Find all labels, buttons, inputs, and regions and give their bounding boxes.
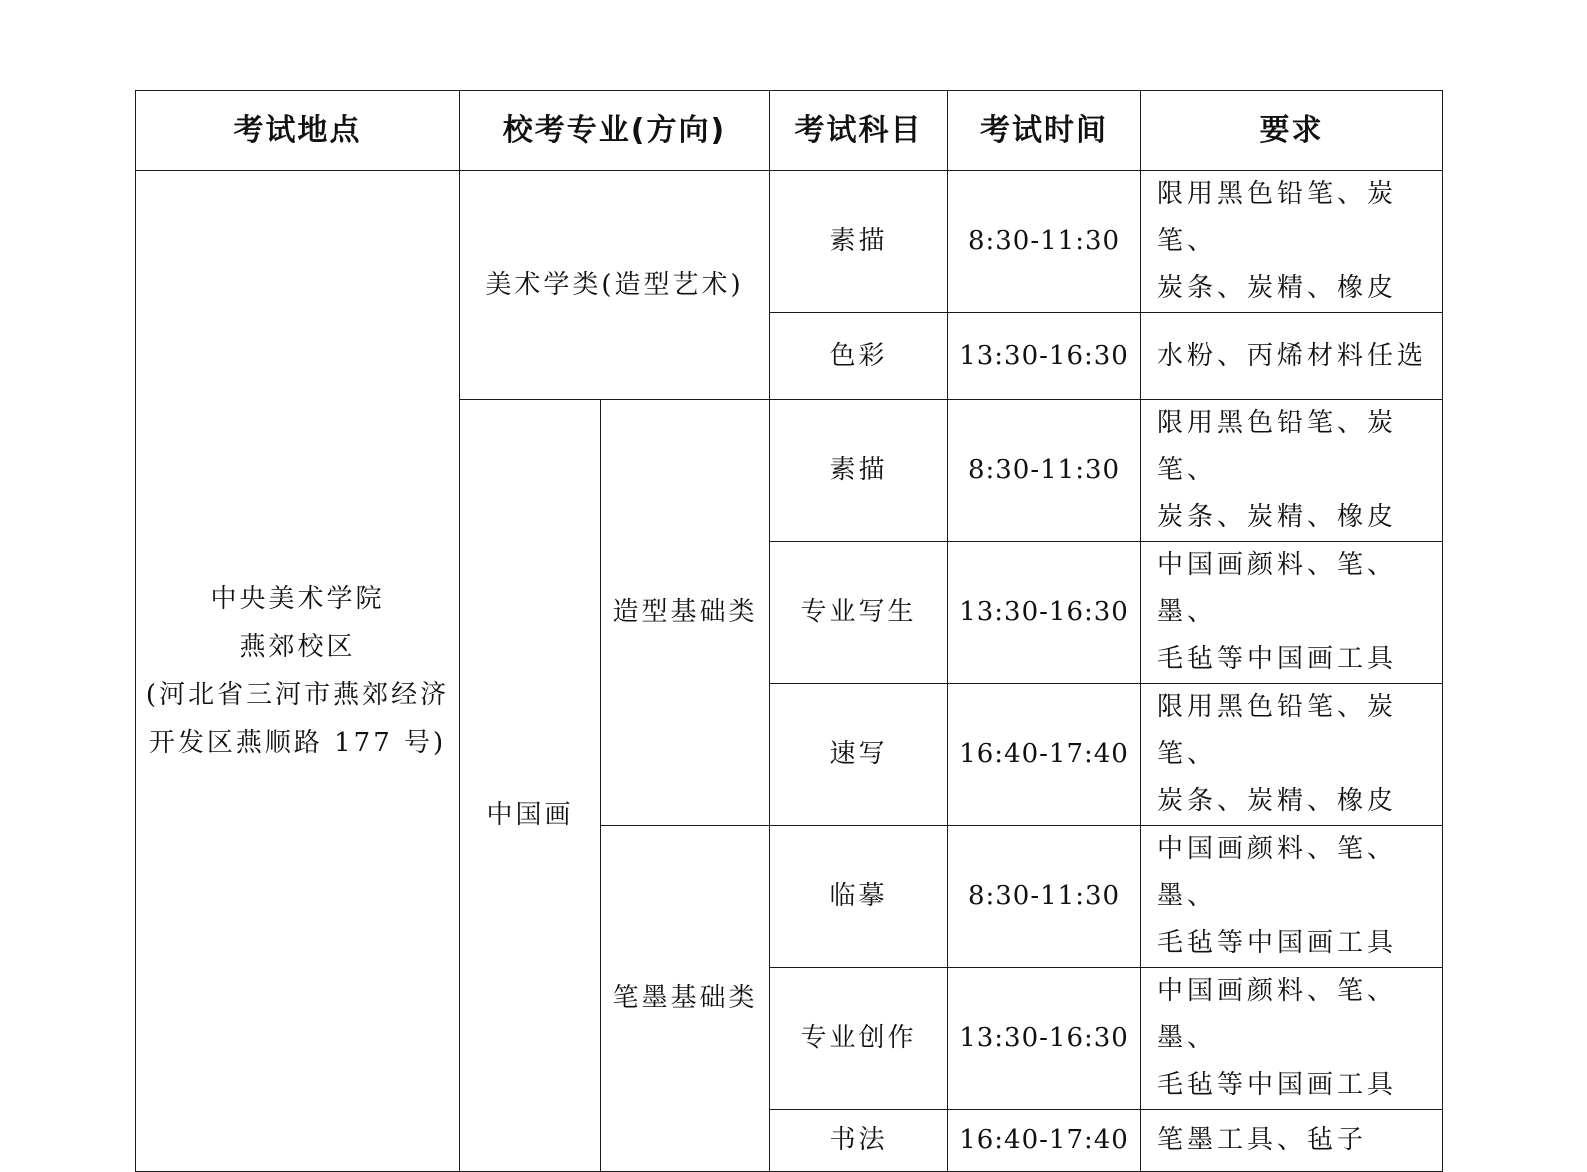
time-cell: 13:30-16:30 — [948, 313, 1141, 400]
subject-cell: 速写 — [770, 684, 948, 826]
requirement-line-1: 限用黑色铅笔、炭笔、 — [1157, 692, 1398, 769]
major-fine-arts: 美术学类(造型艺术) — [460, 171, 770, 400]
requirement-cell — [1141, 826, 1443, 968]
header-location: 考试地点 — [136, 91, 460, 171]
requirement-line-1: 水粉、丙烯材料任选 — [1157, 340, 1428, 371]
time-cell: 16:40-17:40 — [948, 1110, 1141, 1172]
requirement-line-1: 笔墨工具、毡子 — [1157, 1125, 1368, 1155]
requirement-cell — [1141, 968, 1443, 1110]
subject-cell: 临摹 — [770, 826, 948, 968]
requirement-line-2: 毛毡等中国画工具 — [1157, 1070, 1398, 1100]
time-cell: 8:30-11:30 — [948, 171, 1141, 313]
requirement-line-2: 炭条、炭精、橡皮 — [1157, 502, 1398, 532]
time-cell: 16:40-17:40 — [948, 684, 1141, 826]
subject-cell: 素描 — [770, 400, 948, 542]
major-chinese-painting: 中国画 — [460, 400, 601, 1172]
requirement-line-2: 炭条、炭精、橡皮 — [1157, 786, 1398, 816]
requirement-cell — [1141, 400, 1443, 542]
time-cell: 13:30-16:30 — [948, 542, 1141, 684]
location-line-2: 燕郊校区 — [239, 632, 356, 662]
requirement-line-2: 毛毡等中国画工具 — [1157, 928, 1398, 958]
subject-cell: 专业创作 — [770, 968, 948, 1110]
subject-cell: 色彩 — [770, 313, 948, 400]
location-line-1: 中央美术学院 — [210, 584, 385, 614]
requirement-cell — [1141, 313, 1443, 400]
direction-brush-basics: 笔墨基础类 — [601, 826, 770, 1172]
requirement-cell — [1141, 1110, 1443, 1172]
table-row — [136, 171, 1443, 313]
subject-cell: 素描 — [770, 171, 948, 313]
requirement-line-2: 炭条、炭精、橡皮 — [1157, 273, 1398, 303]
requirement-line-1: 限用黑色铅笔、炭笔、 — [1157, 179, 1398, 256]
location-line-3: (河北省三河市燕郊经济 — [145, 680, 450, 710]
requirement-line-1: 中国画颜料、笔、墨、 — [1157, 550, 1398, 627]
exam-schedule-table — [135, 90, 1443, 1172]
location-line-4: 开发区燕顺路 177 号) — [148, 728, 447, 758]
requirement-line-2: 毛毡等中国画工具 — [1157, 644, 1398, 674]
time-cell: 13:30-16:30 — [948, 968, 1141, 1110]
subject-cell: 专业写生 — [770, 542, 948, 684]
time-cell: 8:30-11:30 — [948, 400, 1141, 542]
requirement-cell — [1141, 684, 1443, 826]
requirement-line-1: 中国画颜料、笔、墨、 — [1157, 834, 1398, 911]
time-cell: 8:30-11:30 — [948, 826, 1141, 968]
requirement-cell — [1141, 542, 1443, 684]
header-requirement: 要求 — [1141, 91, 1443, 171]
header-row — [136, 91, 1443, 171]
location-cell — [136, 171, 460, 1172]
requirement-line-1: 中国画颜料、笔、墨、 — [1157, 976, 1398, 1053]
direction-modeling-basics: 造型基础类 — [601, 400, 770, 826]
header-subject: 考试科目 — [770, 91, 948, 171]
requirement-cell — [1141, 171, 1443, 313]
requirement-line-1: 限用黑色铅笔、炭笔、 — [1157, 408, 1398, 485]
header-time: 考试时间 — [948, 91, 1141, 171]
header-major: 校考专业(方向) — [460, 91, 770, 171]
subject-cell: 书法 — [770, 1110, 948, 1172]
